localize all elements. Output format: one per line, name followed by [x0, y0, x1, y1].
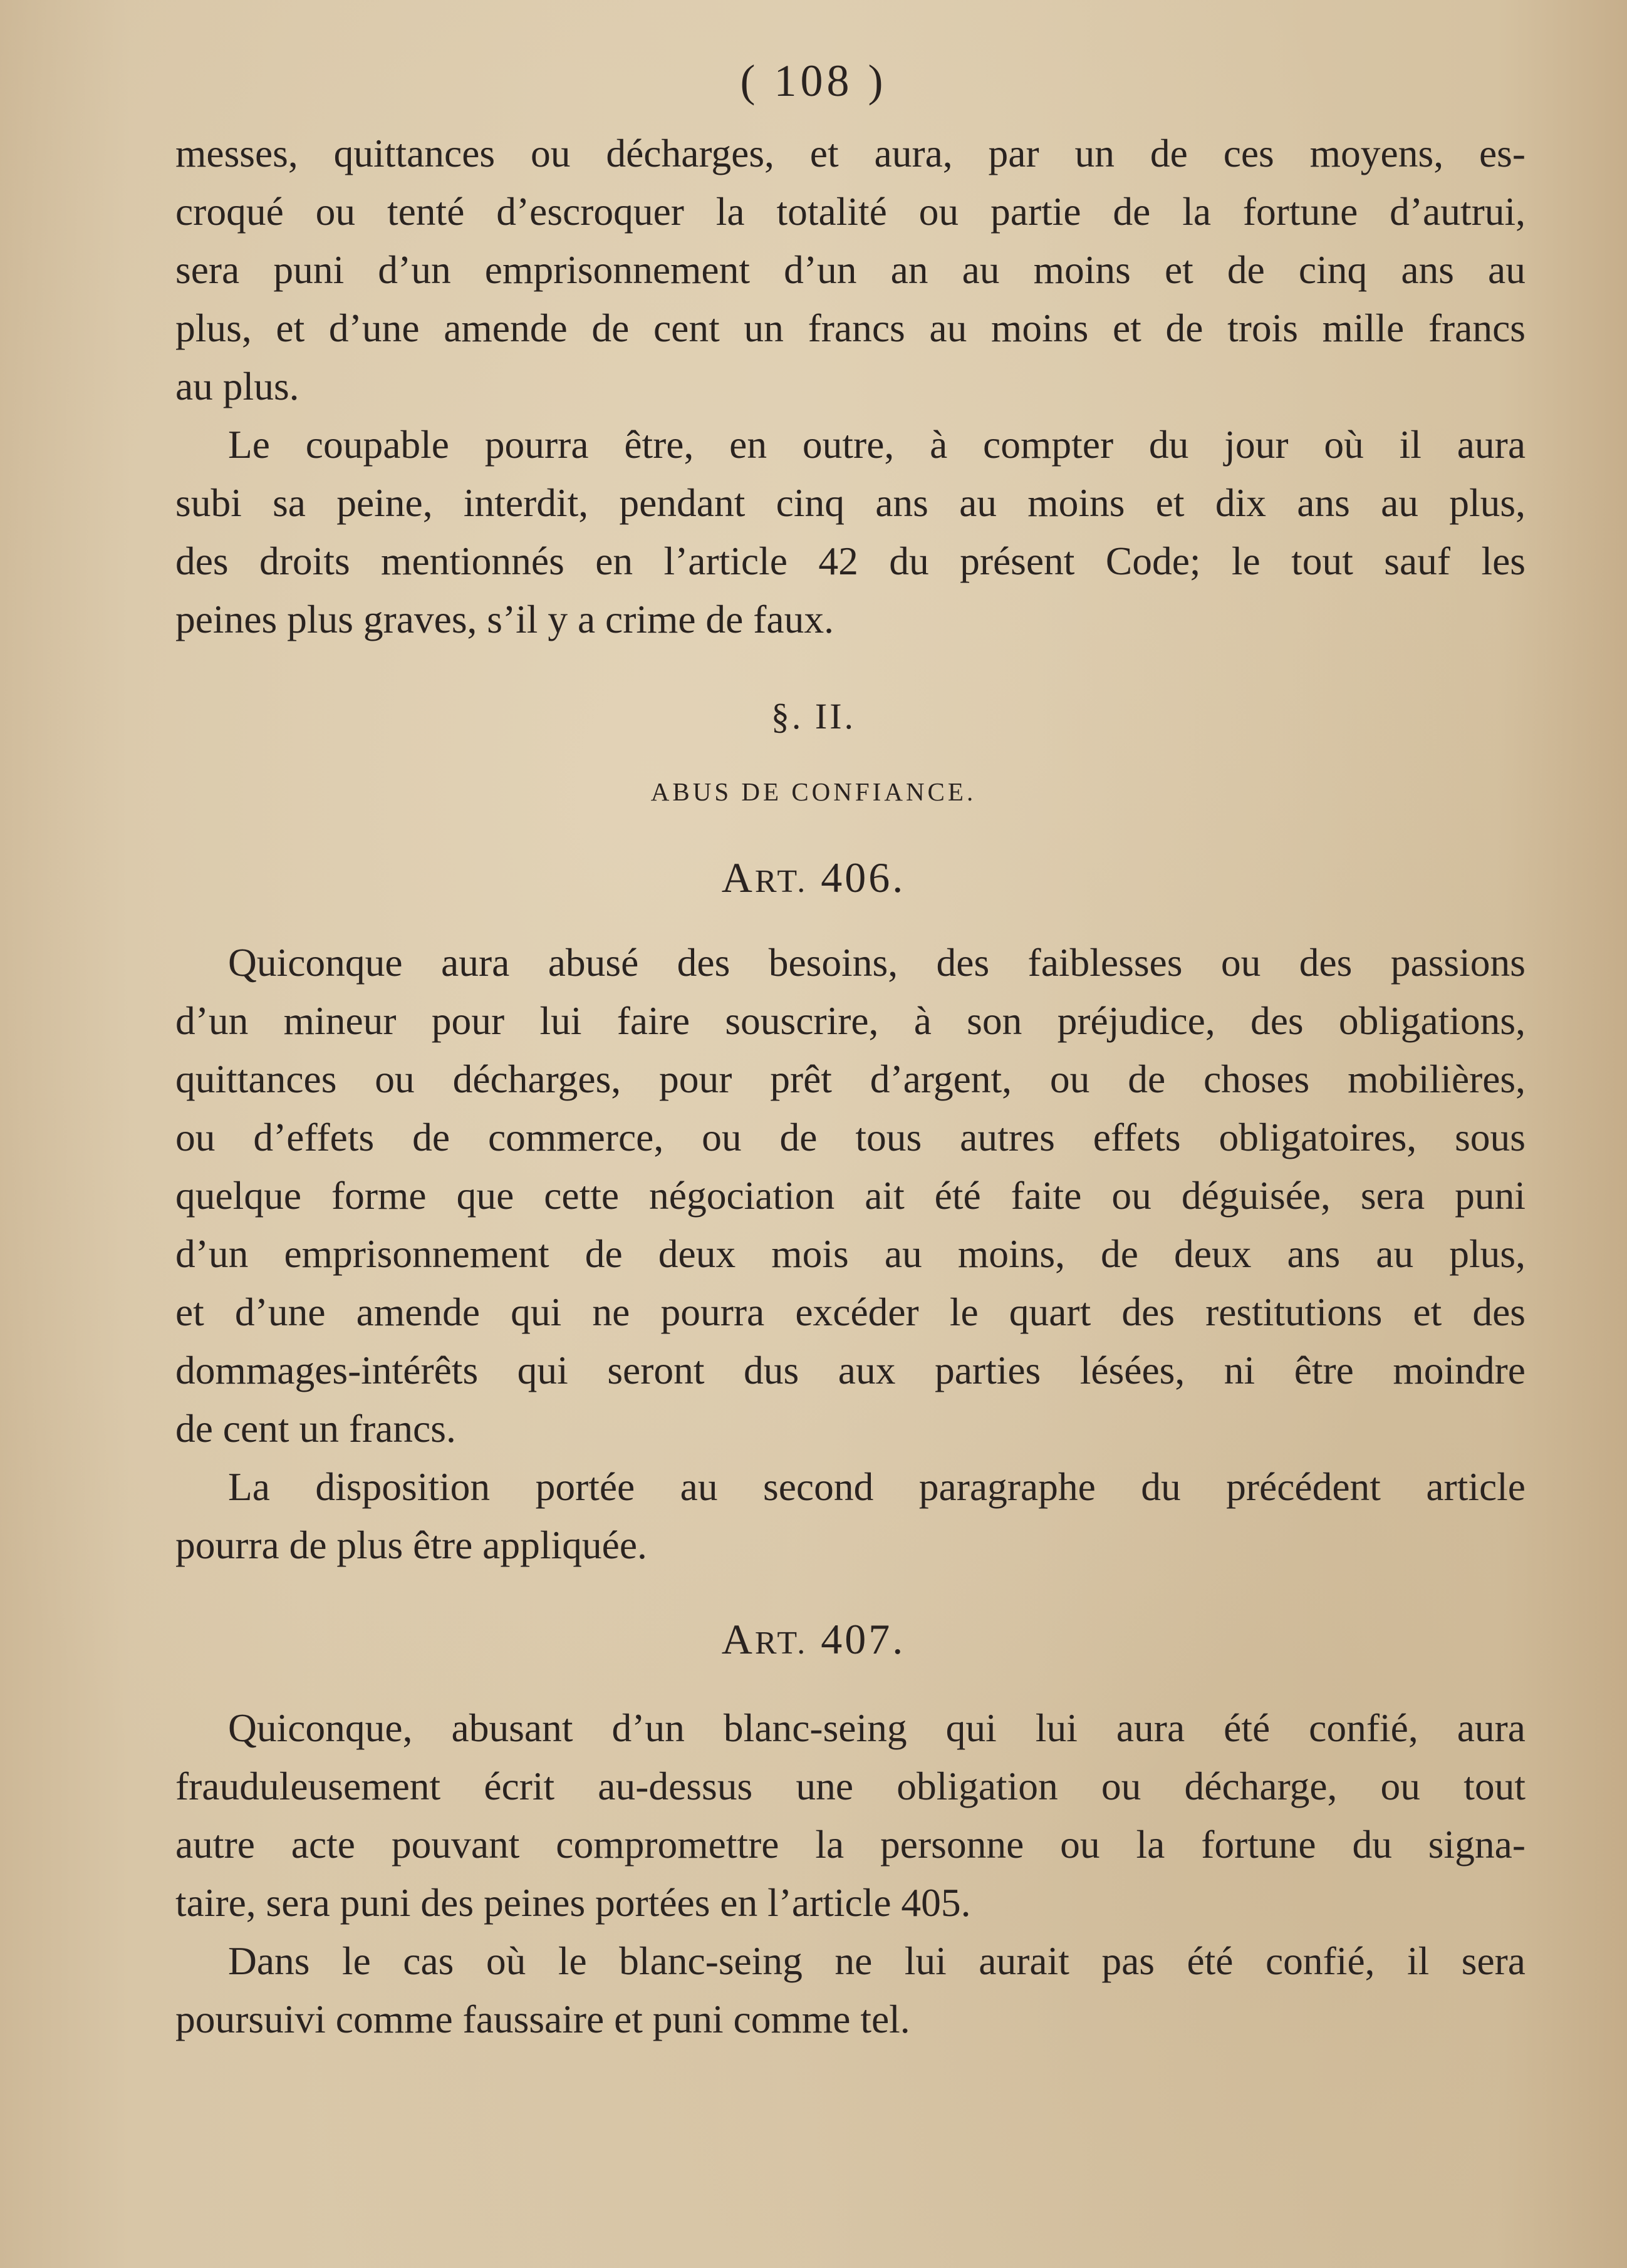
article-406-heading — [0, 853, 1627, 903]
article-prefix: A — [721, 854, 755, 901]
article-407-heading — [0, 1615, 1627, 1664]
text-line: Dans le cas où le blanc-seing ne lui aurait pas été confié, il sera — [228, 1939, 1526, 1983]
text-line: d’un emprisonnement de deux mois au moins, de deux ans au plus, — [175, 1231, 1526, 1276]
text-line: au plus. — [175, 364, 299, 408]
text-line: ou d’effets de commerce, ou de tous autres effets obligatoires, sous — [175, 1115, 1526, 1159]
text-line: des droits mentionnés en l’article 42 du présent Code; le tout sauf les — [175, 539, 1526, 583]
text-line: d’un mineur pour lui faire souscrire, à son préjudice, des obligations, — [175, 998, 1526, 1043]
text-line: plus, et d’une amende de cent un francs au moins et de trois mille francs — [175, 306, 1526, 350]
text-line: de cent un francs. — [175, 1406, 456, 1451]
article-number: 406. — [821, 854, 906, 901]
intro-paragraph — [175, 124, 1526, 415]
article-prefix: A — [721, 1615, 755, 1663]
text-line: peines plus graves, s’il y a crime de faux. — [175, 597, 834, 641]
article-number: 407. — [821, 1615, 906, 1663]
article-407-paragraph-2 — [175, 1932, 1526, 2048]
text-line: autre acte pouvant compromettre la personne ou la fortune du signa- — [175, 1822, 1526, 1867]
text-line: Quiconque aura abusé des besoins, des faiblesses ou des passions — [228, 940, 1526, 985]
page-number: ( 108 ) — [740, 56, 887, 106]
text-line: frauduleusement écrit au-dessus une obligation ou décharge, ou tout — [175, 1764, 1526, 1808]
text-line: taire, sera puni des peines portées en l’article 405. — [175, 1880, 971, 1925]
text-line: Le coupable pourra être, en outre, à compter du jour où il aura — [228, 422, 1526, 467]
section-title: ABUS DE CONFIANCE. — [650, 777, 977, 806]
section-number: §. II. — [771, 696, 856, 737]
intro-second-paragraph — [175, 415, 1526, 648]
text-line: poursuivi comme faussaire et puni comme tel. — [175, 1997, 910, 2041]
article-406-paragraph-1 — [175, 933, 1526, 1458]
article-407-paragraph-1 — [175, 1699, 1526, 1932]
article-prefix-smallcaps: RT. — [754, 864, 808, 899]
text-line: dommages-intérêts qui seront dus aux parties lésées, ni être moindre — [175, 1348, 1526, 1392]
text-line: et d’une amende qui ne pourra excéder le quart des restitutions et des — [175, 1290, 1526, 1334]
text-line: quittances ou décharges, pour prêt d’argent, ou de choses mobilières, — [175, 1057, 1526, 1101]
text-line: Quiconque, abusant d’un blanc-seing qui lui aura été confié, aura — [228, 1706, 1526, 1750]
text-line: sera puni d’un emprisonnement d’un an au moins et de cinq ans au — [175, 247, 1526, 292]
text-line: croqué ou tenté d’escroquer la totalité ou partie de la fortune d’autrui, — [175, 189, 1526, 234]
article-406-paragraph-2 — [175, 1458, 1526, 1574]
text-line: messes, quittances ou décharges, et aura, par un de ces moyens, es- — [175, 131, 1526, 175]
article-prefix-smallcaps: RT. — [754, 1625, 808, 1661]
text-line: quelque forme que cette négociation ait été faite ou déguisée, sera puni — [175, 1173, 1526, 1218]
text-line: subi sa peine, interdit, pendant cinq ans au moins et dix ans au plus, — [175, 480, 1526, 525]
text-line: La disposition portée au second paragraphe du précédent article — [228, 1464, 1526, 1509]
text-line: pourra de plus être appliquée. — [175, 1523, 647, 1567]
